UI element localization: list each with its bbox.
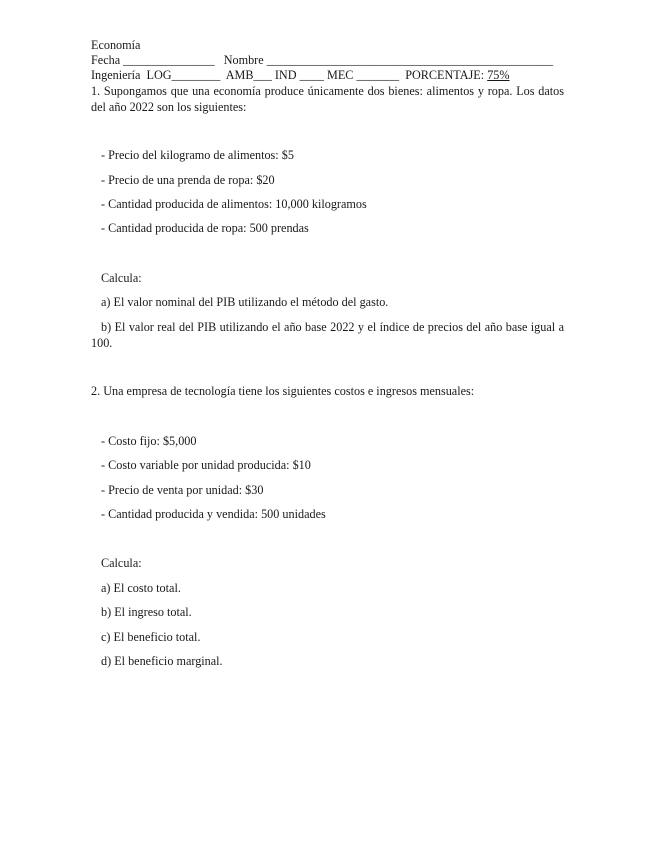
log-blank: ________: [171, 68, 221, 82]
porcentaje-value: 75%: [487, 68, 510, 82]
problem2-question: d) El beneficio marginal.: [101, 654, 223, 668]
amb-blank: ___: [253, 68, 272, 82]
problem2-item: - Cantidad producida y vendida: 500 unidades: [101, 507, 326, 521]
nombre-label: Nombre: [223, 53, 264, 67]
ingenieria-line: [91, 68, 510, 83]
nombre-blank: _______________________________________________: [266, 53, 554, 67]
fecha-label: Fecha: [91, 53, 121, 67]
problem1-question: b) El valor real del PIB utilizando el año base 2022 y el índice de precios del año base igual a 100.: [91, 320, 564, 350]
ingenieria-label: Ingeniería: [91, 68, 141, 82]
problem2-calcula: Calcula:: [101, 556, 142, 570]
problem2-intro: 2. Una empresa de tecnología tiene los siguientes costos e ingresos mensuales:: [91, 384, 475, 398]
porcentaje-label: PORCENTAJE:: [405, 68, 485, 82]
log-label: LOG: [146, 68, 172, 82]
ind-blank: ____: [299, 68, 324, 82]
problem1-question: a) El valor nominal del PIB utilizando el método del gasto.: [101, 295, 389, 309]
course-title: Economía: [91, 38, 141, 52]
problem1-calcula: Calcula:: [101, 271, 142, 285]
amb-label: AMB: [225, 68, 254, 82]
problem1-item: - Cantidad producida de alimentos: 10,000 kilogramos: [101, 197, 367, 211]
mec-label: MEC: [326, 68, 354, 82]
problem1-item: - Precio de una prenda de ropa: $20: [101, 173, 275, 187]
fecha-nombre-line: [91, 53, 553, 68]
problem2-question: c) El beneficio total.: [101, 630, 201, 644]
problem2-item: - Precio de venta por unidad: $30: [101, 483, 264, 497]
problem2-item: - Costo fijo: $5,000: [101, 434, 197, 448]
problem2-question: b) El ingreso total.: [101, 605, 192, 619]
problem2-question: a) El costo total.: [101, 581, 181, 595]
problem1-item: - Precio del kilogramo de alimentos: $5: [101, 148, 294, 162]
problem1-item: - Cantidad producida de ropa: 500 prendas: [101, 221, 309, 235]
ind-label: IND: [274, 68, 297, 82]
problem1-intro: 1. Supongamos que una economía produce únicamente dos bienes: alimentos y ropa. Los datos del año 2022 son los siguientes:: [91, 84, 564, 114]
fecha-blank: _______________: [123, 53, 215, 67]
problem2-item: - Costo variable por unidad producida: $10: [101, 458, 311, 472]
mec-blank: _______: [356, 68, 400, 82]
